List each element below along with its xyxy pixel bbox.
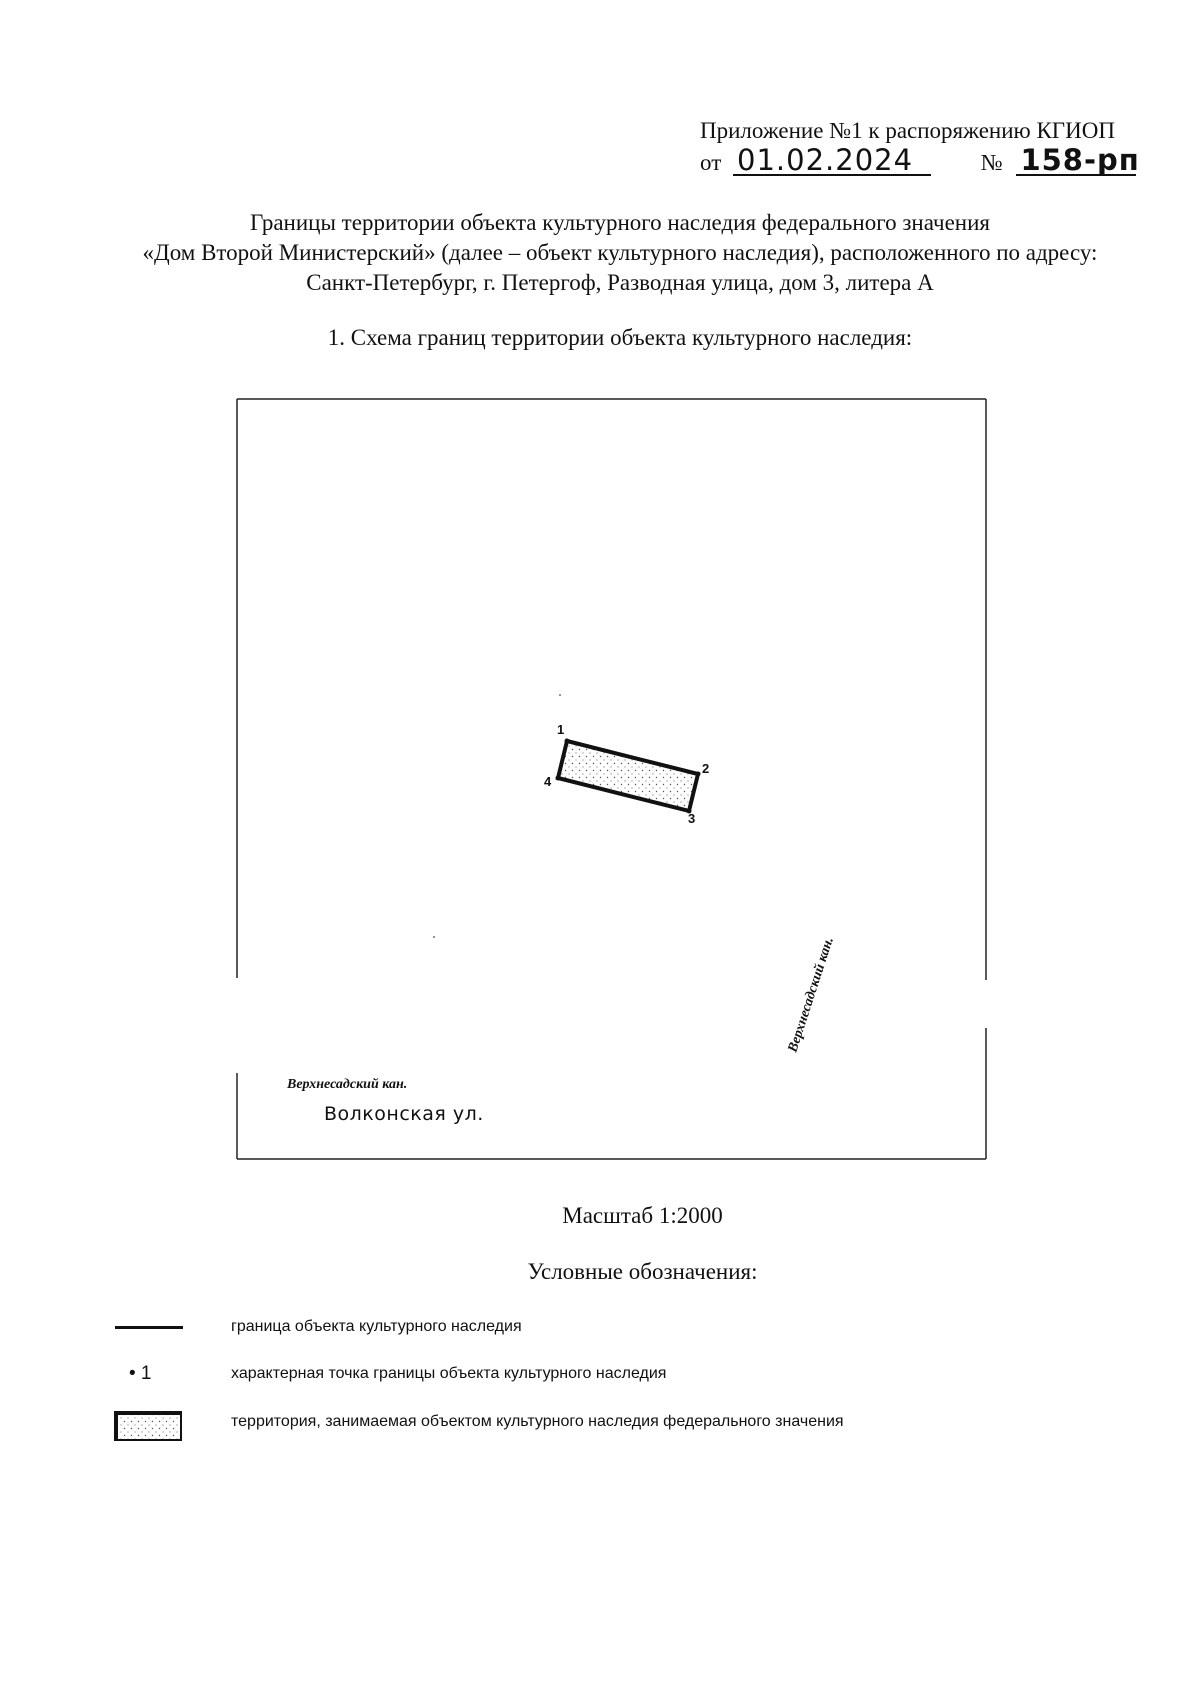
legend-area-symbol — [114, 1411, 182, 1441]
boundary-point-label: 3 — [688, 811, 696, 826]
boundary-point-label: 2 — [702, 761, 710, 776]
document-title-line-2: «Дом Второй Министерский» (далее – объект культурного наследия), расположенного по адресу: — [142, 240, 1098, 265]
heritage-object-territory — [558, 741, 698, 811]
handwritten-date: 01.02.2024 — [733, 146, 931, 176]
boundary-point-label: 4 — [544, 774, 552, 789]
boundary-point-label: 1 — [557, 722, 565, 737]
legend-point-text: характерная точка границы объекта культурного наследия — [231, 1365, 667, 1382]
legend-line-symbol — [115, 1326, 183, 1329]
legend-area-text: территория, занимаемая объектом культурного наследия федерального значения — [231, 1413, 844, 1430]
section-heading: 1. Схема границ территории объекта культурного наследия: — [327, 325, 913, 350]
number-label: № — [980, 150, 1003, 175]
scan-speck — [559, 694, 561, 696]
order-date-line — [700, 143, 1140, 177]
map-scale: Масштаб 1:2000 — [562, 1203, 723, 1228]
boundary-point-marker — [696, 772, 701, 777]
date-prefix: от — [700, 150, 722, 175]
boundary-point-marker — [556, 776, 561, 781]
appendix-reference: Приложение №1 к распоряжению КГИОП — [700, 118, 1115, 143]
legend-point-symbol: • 1 — [129, 1363, 152, 1384]
scan-speck — [433, 936, 435, 938]
canal-label-diagonal: Верхнесадский кан. — [785, 935, 837, 1055]
boundary-point-marker — [565, 739, 570, 744]
canal-label-bottom: Верхнесадский кан. — [287, 1077, 408, 1092]
document-title-line-1: Границы территории объекта культурного наследия федерального значения — [250, 210, 990, 235]
boundary-scheme-map — [235, 398, 987, 1160]
legend-heading: Условные обозначения: — [527, 1259, 758, 1284]
legend-line-text: граница объекта культурного наследия — [231, 1318, 522, 1335]
street-label: Волконская ул. — [324, 1103, 484, 1125]
document-title-line-3: Санкт-Петербург, г. Петергоф, Разводная улица, дом 3, литера А — [306, 270, 934, 295]
handwritten-number: 158-рп — [1016, 146, 1136, 176]
